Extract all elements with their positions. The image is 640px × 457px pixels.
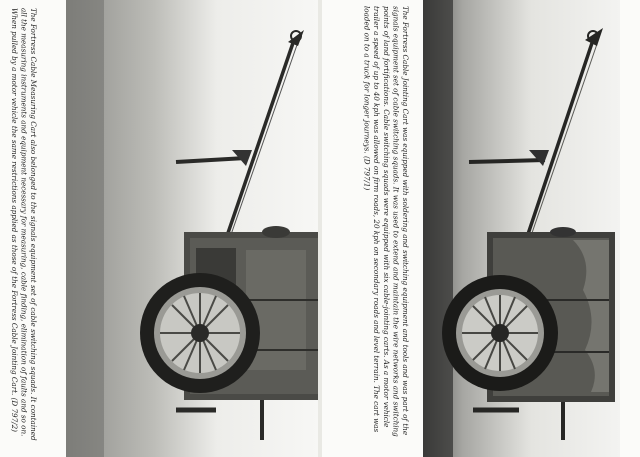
cable-measuring-cart-photo [66, 0, 318, 457]
cable-jointing-cart-photo [423, 0, 620, 457]
right-caption: The Fortress Cable Jointing Cart was equipped with soldering and switching equipment and tools and was part of the signals equipment set of cable switching squads. It was used to extend and maintain the wire networks and switching points of land fortifications. Cable switching squads were equipped with six cable-jointing carts. As a motor vehicle trailer a speed of up to 40 kph was allowed on firm roads, 20 kph on secondary roads and level terrain. The cart was loaded on to a truck for longer journeys. (D 797/1) [362, 6, 410, 437]
left-caption: The Fortress Cable Measuring Cart also belonged to the signals equipment set of cable switching squads. It contained all the measuring instruments and equipment necessary for measuring, cable finding, elimination of faults and so on. When pulled by a motor vehicle the same restrictions applied as those of the Fortress Cable Jointing Cart. (D 797/2) [9, 8, 38, 441]
